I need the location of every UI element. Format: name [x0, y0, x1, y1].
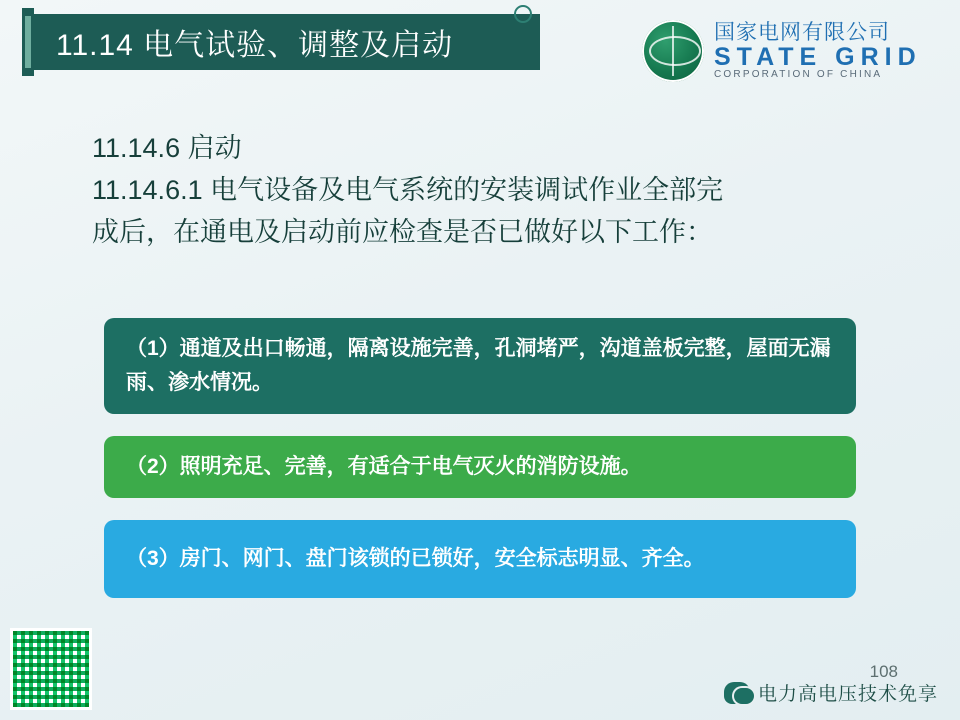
checklist-boxes [104, 318, 856, 620]
slide-title-container [22, 14, 540, 70]
logo-company-subtitle: CORPORATION OF CHINA [714, 68, 883, 80]
paragraph-line-1: 11.14.6.1 电气设备及电气系统的安装调试作业全部完 [92, 174, 724, 205]
state-grid-logo [642, 18, 942, 84]
footer-watermark [724, 679, 938, 706]
checklist-item-3: （3）房门、网门、盘门该锁的已锁好，安全标志明显、齐全。 [104, 520, 856, 598]
page-title: 11.14 电气试验、调整及启动 [56, 29, 454, 62]
paragraph-line-2: 成后，在通电及启动前应检查是否已做好以下工作： [92, 216, 713, 247]
section-heading: 11.14.6 启动 [92, 133, 242, 163]
slide-body [92, 128, 882, 254]
title-clip-decoration-icon [22, 8, 34, 76]
logo-company-name-cn: 国家电网有限公司 [714, 20, 890, 44]
state-grid-globe-logo-icon [642, 20, 704, 82]
logo-text-block [714, 22, 922, 81]
title-pin-icon [514, 5, 532, 23]
qr-code-image [10, 628, 92, 710]
logo-company-name-en: STATE GRID [714, 42, 922, 71]
checklist-item-2: （2）照明充足、完善，有适合于电气灭火的消防设施。 [104, 436, 856, 498]
watermark-text: 电力高电压技术免享 [757, 684, 938, 705]
checklist-item-1: （1）通道及出口畅通，隔离设施完善，孔洞堵严，沟道盖板完整，屋面无漏雨、渗水情况。 [104, 318, 856, 414]
wechat-icon [724, 682, 750, 704]
title-bar [32, 14, 540, 70]
page-number: 108 [869, 662, 898, 681]
